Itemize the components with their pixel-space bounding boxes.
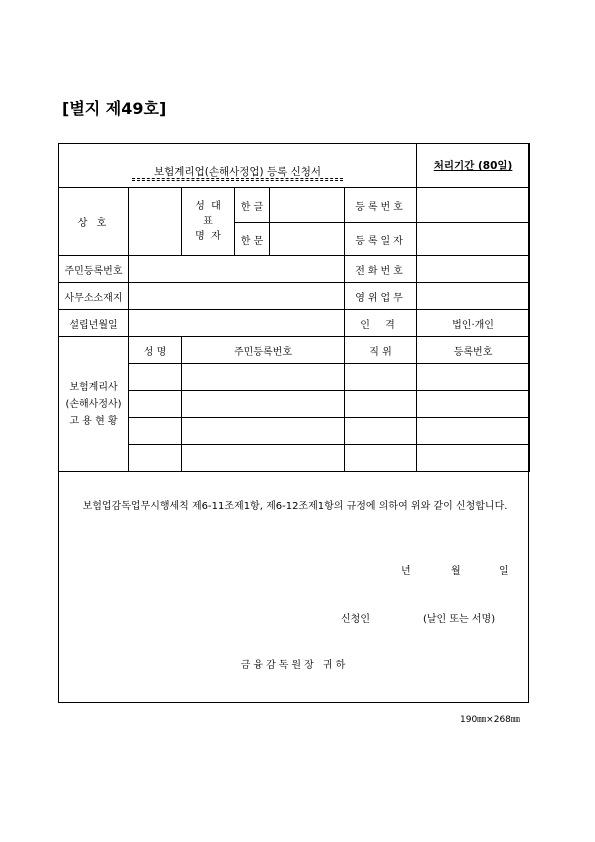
phone-number-label: 전화번호 <box>345 256 417 283</box>
rep-char: 표 <box>203 216 213 227</box>
registration-number-value[interactable] <box>417 188 530 223</box>
form-title-cell <box>59 144 417 188</box>
employee-position-cell[interactable] <box>345 364 417 391</box>
table-row <box>59 445 530 472</box>
name-chinese-label: 한 문 <box>235 223 270 256</box>
established-date-label: 설립년월일 <box>59 310 129 337</box>
rep-char: 대 <box>211 201 221 212</box>
registration-date-value[interactable] <box>417 223 530 256</box>
rep-char: 명 <box>195 231 205 242</box>
business-type-value[interactable] <box>417 283 530 310</box>
office-address-label: 사무소소재지 <box>59 283 129 310</box>
name-korean-label: 한 글 <box>235 188 270 223</box>
employee-resident-number-cell[interactable] <box>182 391 345 418</box>
employee-name-cell[interactable] <box>129 418 182 445</box>
resident-number-label: 주민등록번호 <box>59 256 129 283</box>
employee-resident-number-cell[interactable] <box>182 418 345 445</box>
registration-date-label: 등록일자 <box>345 223 417 256</box>
col-header-position: 직 위 <box>345 337 417 364</box>
business-type-label: 영위업무 <box>345 283 417 310</box>
signature-note[interactable]: (날인 또는 서명) <box>423 614 496 625</box>
table-row <box>59 418 530 445</box>
paper-size-note: 190㎜×268㎜ <box>460 715 520 725</box>
col-header-registration-number: 등록번호 <box>417 337 530 364</box>
employment-label-line: 고 용 현 황 <box>69 415 118 427</box>
rep-char: 자 <box>211 231 221 242</box>
employee-registration-cell[interactable] <box>417 391 530 418</box>
date-month: 월 <box>451 566 461 577</box>
date-day: 일 <box>499 566 509 577</box>
form-table <box>58 143 530 472</box>
trade-name-label: 상 호 <box>59 188 129 256</box>
employee-name-cell[interactable] <box>129 391 182 418</box>
entity-type-value: 법인·개인 <box>417 310 530 337</box>
declaration-section <box>59 470 530 704</box>
declaration-statement: 보험업감독업무시행세칙 제6-11조제1항, 제6-12조제1항의 규정에 의하여 위와 같이 신청합니다. <box>82 501 508 512</box>
representative-label-cell <box>182 188 235 256</box>
employee-resident-number-cell[interactable] <box>182 445 345 472</box>
trade-name-value[interactable] <box>129 188 182 256</box>
recipient: 금융감독원장 귀하 <box>240 660 349 671</box>
employee-registration-cell[interactable] <box>417 364 530 391</box>
employment-status-label <box>59 337 129 472</box>
form-title: 보험계리업(손해사정업) 등록 신청서 <box>154 166 322 178</box>
phone-number-value[interactable] <box>417 256 530 283</box>
application-form <box>58 143 529 703</box>
employee-name-cell[interactable] <box>129 445 182 472</box>
processing-period-cell <box>417 144 530 188</box>
table-row <box>59 364 530 391</box>
registration-number-label: 등록번호 <box>345 188 417 223</box>
employee-registration-cell[interactable] <box>417 445 530 472</box>
employee-registration-cell[interactable] <box>417 418 530 445</box>
employee-position-cell[interactable] <box>345 418 417 445</box>
col-header-name: 성 명 <box>129 337 182 364</box>
office-address-value[interactable] <box>129 283 345 310</box>
title-underline <box>132 178 343 179</box>
title-underline <box>132 180 343 181</box>
name-korean-value[interactable] <box>270 188 345 223</box>
employment-label-line: 보험계리사 <box>69 381 118 393</box>
form-number: [별지 제49호] <box>62 99 167 118</box>
entity-type-label: 인 격 <box>345 310 417 337</box>
col-header-resident-number: 주민등록번호 <box>182 337 345 364</box>
employment-label-line: (손해사정사) <box>65 398 122 410</box>
employee-position-cell[interactable] <box>345 391 417 418</box>
rep-char: 성 <box>195 201 205 212</box>
employee-resident-number-cell[interactable] <box>182 364 345 391</box>
established-date-value[interactable] <box>129 310 345 337</box>
name-chinese-value[interactable] <box>270 223 345 256</box>
processing-period: 처리기간 (80일) <box>433 160 513 172</box>
applicant-label: 신청인 <box>341 614 370 625</box>
employee-name-cell[interactable] <box>129 364 182 391</box>
table-row <box>59 391 530 418</box>
employee-position-cell[interactable] <box>345 445 417 472</box>
resident-number-value[interactable] <box>129 256 345 283</box>
date-year: 년 <box>401 566 411 577</box>
